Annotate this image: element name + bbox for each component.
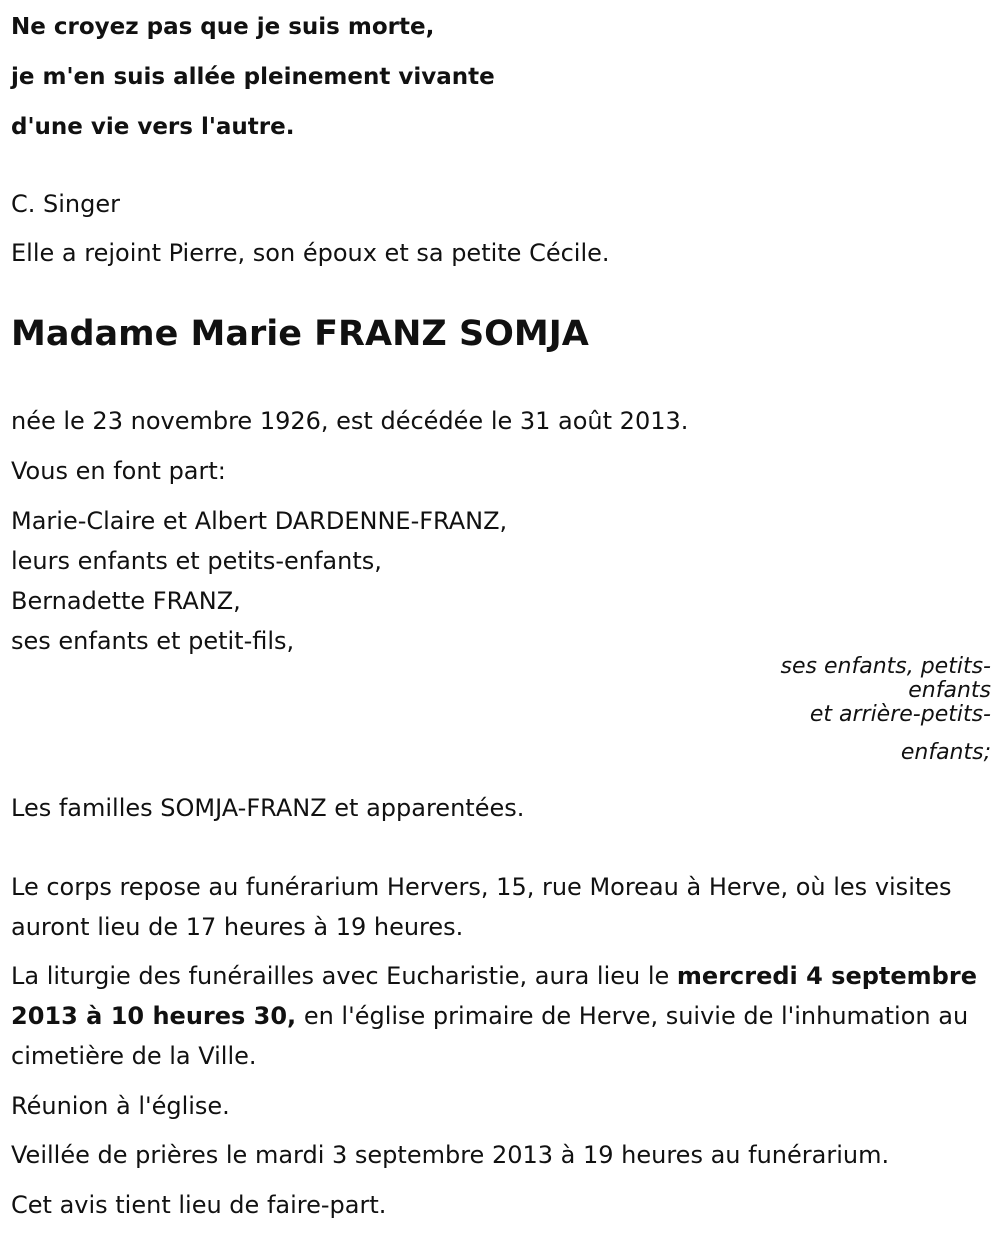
family-line: leurs enfants et petits-enfants,: [11, 547, 382, 575]
poem-line: d'une vie vers l'autre.: [11, 114, 295, 140]
family-line: Marie-Claire et Albert DARDENNE-FRANZ,: [11, 507, 508, 535]
funeral-home-info: Le corps repose au funérarium Hervers, 15, rue Moreau à Herve, où les visites auront lieu de 17 heures à 19 heures.: [11, 873, 952, 941]
poem-line: Ne croyez pas que je suis morte,: [11, 14, 435, 40]
descendants-line: enfants;: [900, 740, 991, 765]
family-line: Bernadette FRANZ,: [11, 587, 241, 615]
liturgy-text: La liturgie des funérailles avec Eucharistie, aura lieu le: [11, 962, 677, 990]
rejoined-line: Elle a rejoint Pierre, son époux et sa petite Cécile.: [11, 239, 610, 267]
liturgy-text: en l'église primaire de Herve, suivie de l'inhumation au cimetière de la Ville.: [11, 1002, 969, 1070]
vigil-line: Veillée de prières le mardi 3 septembre 2013 à 19 heures au funérarium.: [11, 1141, 890, 1169]
closing-line: Cet avis tient lieu de faire-part.: [11, 1191, 387, 1219]
birth-death-dates: née le 23 novembre 1926, est décédée le 31 août 2013.: [11, 407, 689, 435]
poem-line: je m'en suis allée pleinement vivante: [11, 64, 495, 90]
announcement-line: Vous en font part:: [11, 457, 226, 485]
meeting-line: Réunion à l'église.: [11, 1092, 230, 1120]
liturgy-date: mercredi 4 septembre 2013 à 10 heures 30,: [11, 962, 977, 1030]
descendants-line: ses enfants, petits-: [780, 654, 991, 679]
descendants-line: enfants: [908, 678, 991, 703]
family-list: [11, 501, 507, 661]
family-line: ses enfants et petit-fils,: [11, 627, 295, 655]
deceased-name: Madame Marie FRANZ SOMJA: [11, 314, 589, 354]
families-line: Les familles SOMJA-FRANZ et apparentées.: [11, 794, 525, 822]
descendants-note: [731, 648, 991, 772]
descendants-line: et arrière-petits-: [809, 702, 991, 727]
poem-author: C. Singer: [11, 190, 120, 218]
liturgy-info: [11, 956, 986, 1076]
poem: [11, 2, 495, 152]
